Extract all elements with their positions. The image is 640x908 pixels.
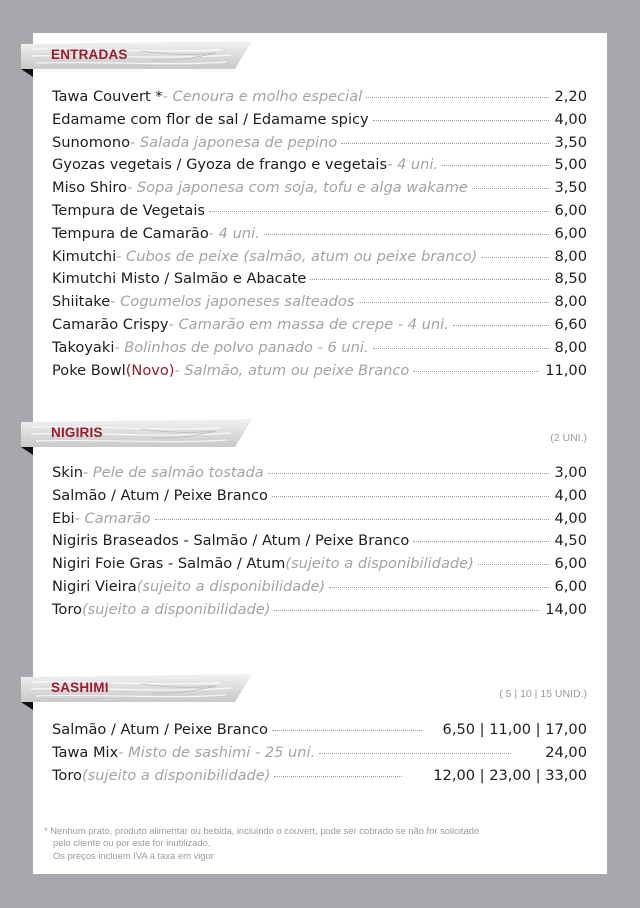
footnote-line: pelo cliente ou por este for inutilizado. xyxy=(53,837,211,849)
nigiris-list xyxy=(52,462,587,622)
item-name: Tempura de Camarão xyxy=(52,224,209,242)
dot-leader xyxy=(310,279,548,280)
dot-leader xyxy=(209,211,549,212)
item-price: 6,00 xyxy=(554,201,587,219)
menu-item xyxy=(52,132,587,155)
dot-leader xyxy=(274,776,402,777)
footnote-line: * Nenhum prato, produto alimentar ou bebida, incluindo o couvert, pode ser cobrado se não for solicitado xyxy=(44,825,480,836)
new-badge: (Novo) xyxy=(125,361,175,379)
dot-leader xyxy=(472,188,549,189)
item-price: 6,00 xyxy=(554,555,587,573)
item-name: Ebi xyxy=(52,509,75,527)
item-name: Salmão / Atum / Peixe Branco xyxy=(52,486,268,504)
item-name: Nigiri Vieira xyxy=(52,577,137,595)
item-description: - Misto de sashimi - 25 uni. xyxy=(118,743,316,761)
item-price: 3,50 xyxy=(554,179,587,197)
item-price: 8,50 xyxy=(554,270,587,288)
dot-leader xyxy=(453,325,549,326)
item-price: 8,00 xyxy=(554,338,587,356)
item-description: - Bolinhos de polvo panado - 6 uni. xyxy=(114,338,369,356)
item-name: Poke Bowl xyxy=(52,361,126,379)
item-price: 6,00 xyxy=(554,577,587,595)
dot-leader xyxy=(268,473,549,474)
section-title: ENTRADAS xyxy=(51,47,128,62)
item-description: - Cenoura e molho especial xyxy=(162,88,363,105)
item-description: - Camarão em massa de crepe - 4 uni. xyxy=(168,315,449,333)
item-price: 14,00 xyxy=(545,600,587,618)
item-name: Sunomono xyxy=(52,133,131,151)
item-description: - 4 uni. xyxy=(208,224,260,242)
item-description: - Salada japonesa de pepino xyxy=(130,133,338,151)
item-description: - Cogumelos japoneses salteados xyxy=(110,293,355,311)
menu-item xyxy=(52,462,587,485)
unit-note: ( 5 | 10 | 15 UNID.) xyxy=(499,688,587,700)
menu-item xyxy=(52,246,587,269)
item-name: Salmão / Atum / Peixe Branco xyxy=(52,721,268,738)
menu-item xyxy=(52,314,587,337)
dot-leader xyxy=(373,120,549,121)
menu-item xyxy=(52,337,587,360)
menu-item xyxy=(52,177,587,200)
dot-leader xyxy=(272,496,549,497)
entradas-list xyxy=(52,86,587,382)
menu-item xyxy=(52,268,587,291)
item-price: 2,20 xyxy=(554,88,587,105)
dot-leader xyxy=(155,519,549,520)
item-description: - 4 uni. xyxy=(387,156,439,174)
item-price: 3,50 xyxy=(554,133,587,151)
item-price: 4,00 xyxy=(554,110,587,128)
item-name: Tawa Mix xyxy=(52,743,119,761)
item-description: (sujeito a disponibilidade) xyxy=(136,577,326,595)
dot-leader xyxy=(319,753,511,754)
section-ribbon xyxy=(21,674,251,703)
menu-item xyxy=(52,765,587,788)
item-price: 4,00 xyxy=(554,486,587,504)
dot-leader xyxy=(329,587,548,588)
menu-item xyxy=(52,223,587,246)
dot-leader xyxy=(442,165,548,166)
item-name: Toro xyxy=(52,766,82,784)
menu-item xyxy=(52,86,587,109)
section-ribbon xyxy=(21,41,251,70)
dot-leader xyxy=(272,730,422,731)
dot-leader xyxy=(358,302,548,303)
menu-item xyxy=(52,742,587,765)
item-name: Gyozas vegetais / Gyoza de frango e vegetais xyxy=(52,156,388,174)
item-price: 8,00 xyxy=(554,247,587,265)
menu-item xyxy=(52,599,587,622)
menu-item xyxy=(52,553,587,576)
item-price: 6,60 xyxy=(554,315,587,333)
item-price: 6,50 | 11,00 | 17,00 xyxy=(442,721,587,738)
item-name: Toro xyxy=(52,600,82,618)
section-ribbon xyxy=(21,419,251,448)
item-description: - Pele de salmão tostada xyxy=(83,464,264,481)
item-name: Skin xyxy=(52,464,84,481)
item-price: 24,00 xyxy=(545,743,587,761)
section-title: SASHIMI xyxy=(51,680,109,695)
unit-note: (2 UNI.) xyxy=(550,432,587,444)
item-name: Kimutchi Misto / Salmão e Abacate xyxy=(52,270,307,288)
item-name: Edamame com flor de sal / Edamame spicy xyxy=(52,110,369,128)
item-name: Miso Shiro xyxy=(52,179,127,197)
item-description: (sujeito a disponibilidade) xyxy=(285,555,474,573)
item-name: Tawa Couvert * xyxy=(52,88,163,105)
dot-leader xyxy=(373,348,549,349)
footnote-line: Os preços incluem IVA à taxa em vigor xyxy=(53,849,214,861)
item-description: - Cubos de peixe (salmão, atum ou peixe branco) xyxy=(116,247,478,265)
dot-leader xyxy=(413,541,548,542)
sashimi-list xyxy=(52,719,587,787)
item-price: 11,00 xyxy=(545,361,587,379)
item-name: Camarão Crispy xyxy=(52,315,169,333)
item-name: Kimutchi xyxy=(52,247,117,265)
menu-item xyxy=(52,576,587,599)
item-description: (sujeito a disponibilidade) xyxy=(81,766,271,784)
menu-item xyxy=(52,291,587,314)
item-description: - Camarão xyxy=(74,509,151,527)
item-price: 12,00 | 23,00 | 33,00 xyxy=(433,766,587,784)
item-name: Nigiri Foie Gras - Salmão / Atum xyxy=(52,555,286,573)
item-description: - Sopa japonesa com soja, tofu e alga wakame xyxy=(127,179,468,197)
item-name: Shiitake xyxy=(52,293,111,311)
menu-item xyxy=(52,154,587,177)
item-name: Tempura de Vegetais xyxy=(52,201,205,219)
section-title: NIGIRIS xyxy=(51,425,103,440)
footnote xyxy=(44,825,479,862)
menu-item xyxy=(52,508,587,531)
menu-item xyxy=(52,485,587,508)
dot-leader xyxy=(413,371,539,372)
item-price: 4,00 xyxy=(554,509,587,527)
item-price: 6,00 xyxy=(554,224,587,242)
dot-leader xyxy=(478,564,549,565)
item-name: Takoyaki xyxy=(52,338,115,356)
menu-item xyxy=(52,360,587,383)
dot-leader xyxy=(264,234,549,235)
item-description: - Salmão, atum ou peixe Branco xyxy=(174,361,410,379)
item-price: 3,00 xyxy=(554,464,587,481)
dot-leader xyxy=(274,610,539,611)
item-price: 5,00 xyxy=(554,156,587,174)
item-description: (sujeito a disponibilidade) xyxy=(81,600,271,618)
menu-item xyxy=(52,200,587,223)
item-name: Nigiris Braseados - Salmão / Atum / Peixe Branco xyxy=(52,532,410,550)
dot-leader xyxy=(366,97,548,98)
menu-item xyxy=(52,109,587,132)
dot-leader xyxy=(481,257,548,258)
menu-item xyxy=(52,530,587,553)
menu-item xyxy=(52,719,587,742)
menu-page xyxy=(33,33,607,874)
item-price: 8,00 xyxy=(554,293,587,311)
dot-leader xyxy=(341,143,548,144)
item-price: 4,50 xyxy=(554,532,587,550)
